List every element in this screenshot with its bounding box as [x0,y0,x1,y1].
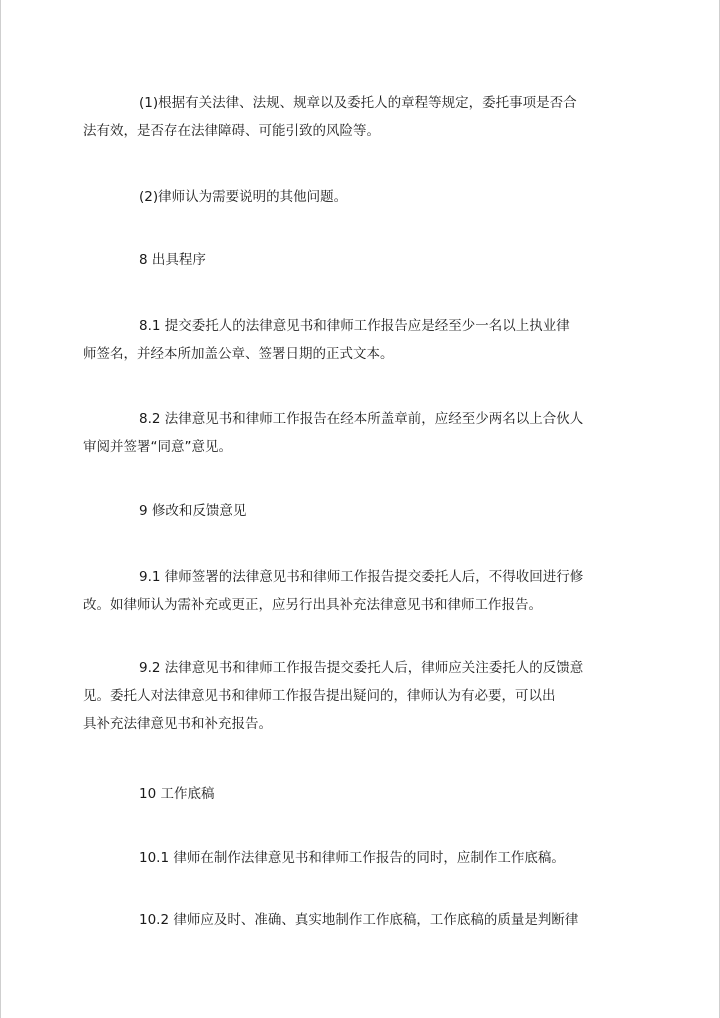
paragraph-1-2 [111,183,631,211]
text-line: 师签名，并经本所加盖公章、签署日期的正式文本。 [83,346,394,362]
text-line: 8 出具程序 [139,252,206,268]
text-line: 审阅并签署“同意”意见。 [83,439,232,455]
text-line: 见。委托人对法律意见书和律师工作报告提出疑问的，律师认为有必要，可以出 [83,688,556,704]
text-line: 具补充法律意见书和补充报告。 [83,716,272,732]
paragraph-8-1 [83,312,631,368]
paragraph-10-2 [111,906,631,934]
paragraph-9-2 [83,654,631,738]
text-line: 9.1 律师签署的法律意见书和律师工作报告提交委托人后，不得收回进行修 [139,569,584,585]
section-heading-10 [111,780,631,808]
text-line: (2)律师认为需要说明的其他问题。 [139,189,348,205]
section-heading-8 [111,246,631,274]
text-line: 8.2 法律意见书和律师工作报告在经本所盖章前，应经至少两名以上合伙人 [139,411,584,427]
paragraph-1-1 [83,89,631,145]
text-line: 10.2 律师应及时、准确、真实地制作工作底稿，工作底稿的质量是判断律 [139,912,579,928]
text-line: 法有效，是否存在法律障碍、可能引致的风险等。 [83,123,380,139]
text-line: 9.2 法律意见书和律师工作报告提交委托人后，律师应关注委托人的反馈意 [139,660,584,676]
text-line: 10.1 律师在制作法律意见书和律师工作报告的同时，应制作工作底稿。 [139,850,565,866]
paragraph-9-1 [83,563,631,619]
section-heading-9 [111,497,631,525]
text-line: 10 工作底稿 [139,786,215,802]
text-line: 8.1 提交委托人的法律意见书和律师工作报告应是经至少一名以上执业律 [139,318,570,334]
text-line: 9 修改和反馈意见 [139,503,247,519]
text-line: 改。如律师认为需补充或更正，应另行出具补充法律意见书和律师工作报告。 [83,597,542,613]
paragraph-10-1 [111,844,631,872]
paragraph-8-2 [83,405,631,461]
text-line: (1)根据有关法律、法规、规章以及委托人的章程等规定，委托事项是否合 [139,95,577,111]
